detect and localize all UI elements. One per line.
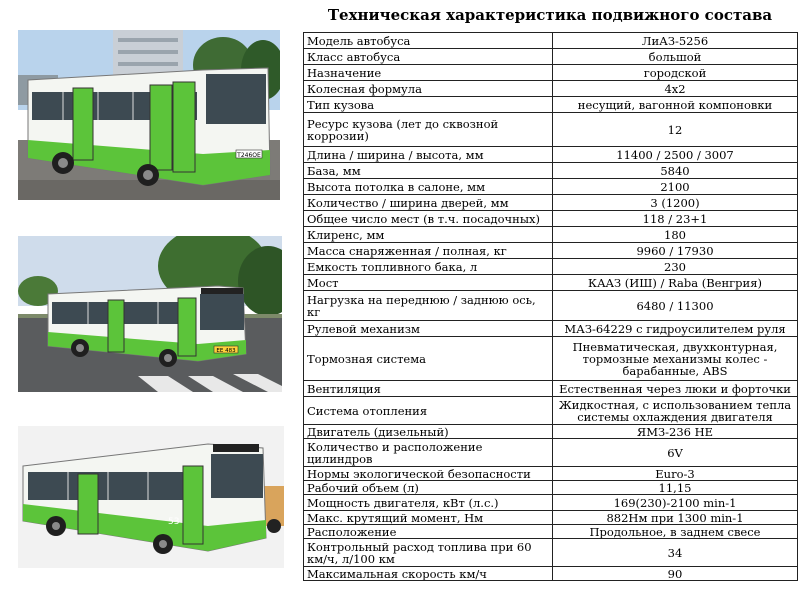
table-row <box>304 439 798 467</box>
table-row <box>304 33 798 49</box>
spec-value: КАAЗ (ИШ) / Raba (Венгрия) <box>553 275 798 291</box>
spec-param: База, мм <box>304 163 553 179</box>
table-row <box>304 539 798 567</box>
table-row <box>304 113 798 147</box>
spec-param: Тормозная система <box>304 337 553 381</box>
spec-value: 9960 / 17930 <box>553 243 798 259</box>
spec-param: Длина / ширина / высота, мм <box>304 147 553 163</box>
spec-param: Расположение <box>304 525 553 539</box>
spec-param: Макс. крутящий момент, Нм <box>304 511 553 525</box>
spec-param: Количество и расположение цилиндров <box>304 439 553 467</box>
spec-param: Емкость топливного бака, л <box>304 259 553 275</box>
spec-value: 90 <box>553 567 798 581</box>
table-row <box>304 397 798 425</box>
bus-photo-street-view <box>18 236 282 392</box>
spec-value: 230 <box>553 259 798 275</box>
spec-value: Пневматическая, двухконтурная, тормозные механизмы колес - барабанные, ABS <box>553 337 798 381</box>
table-row <box>304 163 798 179</box>
bus-photo-front-view <box>18 30 280 200</box>
page-title: Техническая характеристика подвижного состава <box>327 6 773 24</box>
table-row <box>304 81 798 97</box>
spec-value: Естественная через люки и форточки <box>553 381 798 397</box>
spec-param: Вентиляция <box>304 381 553 397</box>
spec-value: 169(230)-2100 min-1 <box>553 495 798 511</box>
bus-plate: ЕЕ 483 <box>216 348 236 354</box>
table-row <box>304 65 798 81</box>
spec-value: городской <box>553 65 798 81</box>
table-row <box>304 381 798 397</box>
table-row <box>304 179 798 195</box>
spec-value: Жидкостная, с использованием тепла системы охлаждения двигателя <box>553 397 798 425</box>
table-row <box>304 291 798 321</box>
spec-param: Класс автобуса <box>304 49 553 65</box>
spec-value: 12 <box>553 113 798 147</box>
spec-param: Система отопления <box>304 397 553 425</box>
table-row <box>304 321 798 337</box>
spec-param: Мощность двигателя, кВт (л.с.) <box>304 495 553 511</box>
bus-plate: Т246ОЕ <box>237 152 261 159</box>
spec-value: ЯМЗ-236 НЕ <box>553 425 798 439</box>
table-row <box>304 147 798 163</box>
spec-value: 6480 / 11300 <box>553 291 798 321</box>
spec-param: Рулевой механизм <box>304 321 553 337</box>
spec-param: Количество / ширина дверей, мм <box>304 195 553 211</box>
spec-param: Масса снаряженная / полная, кг <box>304 243 553 259</box>
spec-value: Продольное, в заднем свесе <box>553 525 798 539</box>
spec-value: 3 (1200) <box>553 195 798 211</box>
spec-value: 180 <box>553 227 798 243</box>
table-row <box>304 243 798 259</box>
table-row <box>304 227 798 243</box>
spec-value: 11400 / 2500 / 3007 <box>553 147 798 163</box>
spec-param: Общее число мест (в т.ч. посадочных) <box>304 211 553 227</box>
spec-param: Модель автобуса <box>304 33 553 49</box>
table-row <box>304 259 798 275</box>
spec-value: Euro-3 <box>553 467 798 481</box>
table-row <box>304 511 798 525</box>
spec-value: 5840 <box>553 163 798 179</box>
table-row <box>304 467 798 481</box>
table-row <box>304 567 798 581</box>
table-row <box>304 525 798 539</box>
spec-param: Назначение <box>304 65 553 81</box>
table-row <box>304 425 798 439</box>
fleet-number: 53 <box>168 517 180 527</box>
spec-value: МАЗ-64229 с гидроусилителем руля <box>553 321 798 337</box>
table-row <box>304 275 798 291</box>
spec-value: большой <box>553 49 798 65</box>
spec-param: Контрольный расход топлива при 60 км/ч, л/100 км <box>304 539 553 567</box>
spec-param: Высота потолка в салоне, мм <box>304 179 553 195</box>
spec-value: ЛиАЗ-5256 <box>553 33 798 49</box>
table-row <box>304 495 798 511</box>
table-row <box>304 211 798 227</box>
spec-param: Максимальная скорость км/ч <box>304 567 553 581</box>
spec-param: Мост <box>304 275 553 291</box>
spec-value: 4х2 <box>553 81 798 97</box>
spec-param: Нормы экологической безопасности <box>304 467 553 481</box>
table-row <box>304 481 798 495</box>
spec-param: Двигатель (дизельный) <box>304 425 553 439</box>
spec-value: 118 / 23+1 <box>553 211 798 227</box>
spec-value: 34 <box>553 539 798 567</box>
spec-value: 11,15 <box>553 481 798 495</box>
spec-param: Клиренс, мм <box>304 227 553 243</box>
spec-param: Нагрузка на переднюю / заднюю ось, кг <box>304 291 553 321</box>
table-row <box>304 97 798 113</box>
spec-value: 2100 <box>553 179 798 195</box>
table-row <box>304 337 798 381</box>
spec-value: 6V <box>553 439 798 467</box>
spec-param: Колесная формула <box>304 81 553 97</box>
spec-param: Ресурс кузова (лет до сквозной коррозии) <box>304 113 553 147</box>
table-row <box>304 195 798 211</box>
spec-param: Тип кузова <box>304 97 553 113</box>
spec-param: Рабочий объем (л) <box>304 481 553 495</box>
spec-value: 882Нм при 1300 min-1 <box>553 511 798 525</box>
bus-photo-model <box>18 426 284 568</box>
spec-table <box>303 32 798 581</box>
table-row <box>304 49 798 65</box>
spec-value: несущий, вагонной компоновки <box>553 97 798 113</box>
